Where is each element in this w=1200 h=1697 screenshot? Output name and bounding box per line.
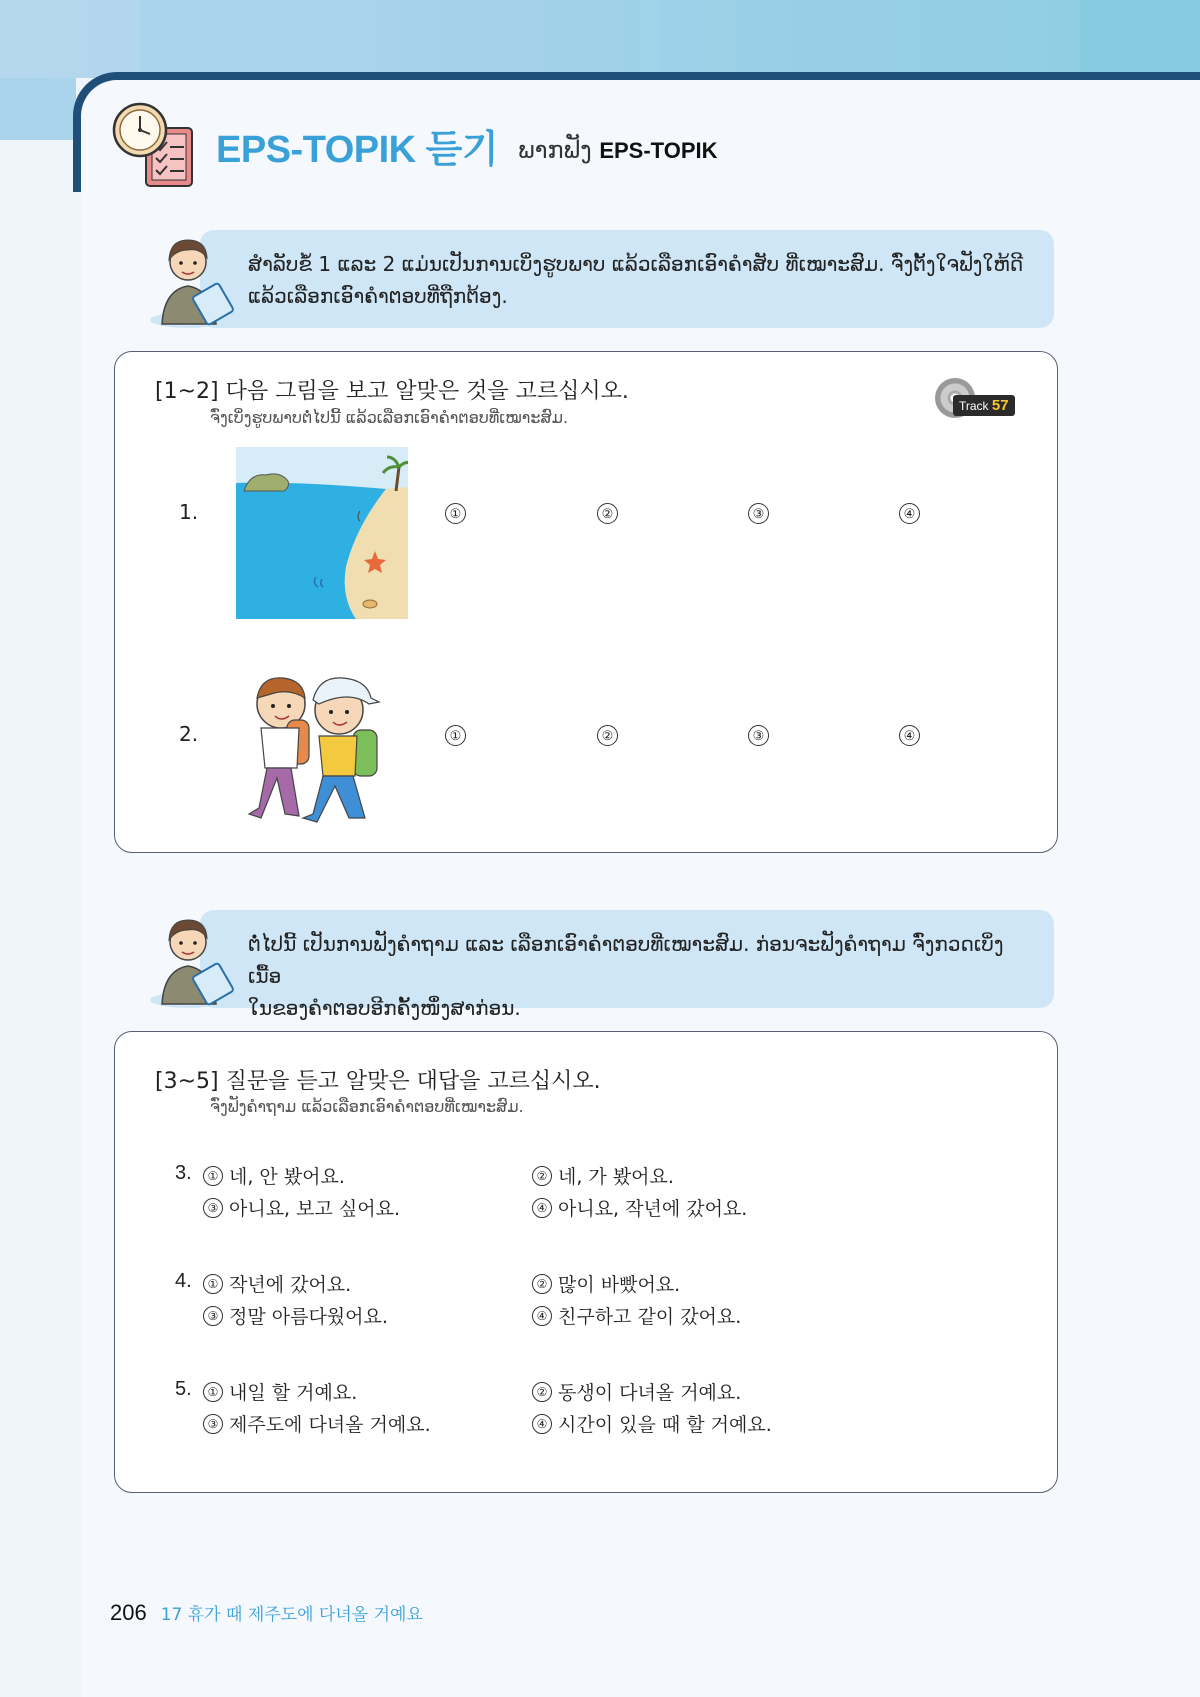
question-number: 3. — [175, 1162, 192, 1184]
section-heading: [3~5] 질문을 듣고 알맞은 대답을 고르십시오. — [155, 1069, 601, 1094]
section-subheading: ຈົ່ງເບິ່ງຮູບພາບຕໍ່ໄປນີ້ ແລ້ວເລືອກເອົາຄຳຕອບທີ່ເໝາະສົມ. — [210, 408, 569, 427]
chapter-title: 17 휴가 때 제주도에 다녀올 거예요 — [160, 1605, 423, 1625]
answer-option[interactable] — [532, 1410, 772, 1437]
answer-option[interactable] — [203, 1378, 357, 1405]
option-text: 제주도에 다녀올 거예요. — [229, 1414, 431, 1436]
option-marker: ② — [532, 1382, 552, 1402]
answer-option[interactable] — [203, 1162, 345, 1189]
option-text: 아니요, 보고 싶어요. — [229, 1198, 400, 1220]
option-marker: ③ — [203, 1414, 223, 1434]
instruction-bubble — [200, 230, 1054, 328]
question-number: 2. — [179, 722, 199, 746]
option-marker: ① — [203, 1382, 223, 1402]
question-number: 5. — [175, 1378, 192, 1400]
question-number: 1. — [179, 500, 199, 524]
page-subtitle — [518, 136, 717, 164]
option-1[interactable]: ① — [445, 503, 466, 524]
option-text: 내일 할 거예요. — [229, 1382, 358, 1404]
option-3[interactable]: ③ — [748, 725, 769, 746]
instruction-line: ແລ້ວເລືອກເອົາຄຳຕອບທີ່ຖືກຕ້ອງ. — [248, 284, 508, 308]
teacher-avatar-icon — [148, 908, 240, 1008]
option-text: 많이 바빴어요. — [558, 1274, 681, 1296]
option-text: 아니요, 작년에 갔어요. — [558, 1198, 748, 1220]
answer-option[interactable] — [203, 1270, 351, 1297]
option-marker: ④ — [532, 1306, 552, 1326]
option-4[interactable]: ④ — [899, 503, 920, 524]
page-number: 206 — [110, 1600, 147, 1625]
instruction-bubble — [200, 910, 1054, 1020]
answer-option[interactable] — [532, 1302, 741, 1329]
option-2[interactable]: ② — [597, 725, 618, 746]
subtitle-lao: ພາກຟັງ — [518, 136, 592, 164]
section-heading: [1~2] 다음 그림을 보고 알맞은 것을 고르십시오. — [155, 379, 629, 404]
option-text: 동생이 다녀올 거예요. — [558, 1382, 742, 1404]
answer-option[interactable] — [532, 1270, 680, 1297]
page-footer — [110, 1600, 423, 1626]
answer-option[interactable] — [532, 1378, 741, 1405]
answer-option[interactable] — [203, 1194, 400, 1221]
left-banner — [0, 78, 76, 140]
instruction-line: ສຳລັບຂໍ້ 1 ແລະ 2 ແມ່ນເປັນການເບິ່ງຮູບພາບ ແລ້ວເລືອກເອົາຄຳສັບ ທີ່ເໝາະສົມ. ຈົ່ງຕັ້ງໃຈຟັງໃຫ້ດີ — [248, 252, 1024, 276]
option-text: 네, 안 봤어요. — [229, 1166, 345, 1188]
option-text: 시간이 있을 때 할 거예요. — [558, 1414, 772, 1436]
answer-option[interactable] — [203, 1302, 388, 1329]
option-4[interactable]: ④ — [899, 725, 920, 746]
option-3[interactable]: ③ — [748, 503, 769, 524]
option-1[interactable]: ① — [445, 725, 466, 746]
option-marker: ① — [203, 1274, 223, 1294]
question-number: 4. — [175, 1270, 192, 1292]
audio-track-badge[interactable] — [923, 376, 1018, 424]
question-box-3-5 — [114, 1031, 1058, 1493]
track-word: Track — [959, 399, 989, 413]
track-label — [953, 395, 1015, 416]
option-marker: ② — [532, 1166, 552, 1186]
option-text: 네, 가 봤어요. — [558, 1166, 674, 1188]
option-text: 친구하고 같이 갔어요. — [558, 1306, 742, 1328]
option-marker: ① — [203, 1166, 223, 1186]
subtitle-eps: EPS-TOPIK — [599, 138, 718, 163]
section-subheading: ຈົ່ງຟັງຄຳຖາມ ແລ້ວເລືອກເອົາຄຳຕອບທີ່ເໝາະສົມ. — [210, 1097, 524, 1116]
option-marker: ③ — [203, 1306, 223, 1326]
question-box-1-2 — [114, 351, 1058, 853]
answer-option[interactable] — [203, 1410, 431, 1437]
option-marker: ④ — [532, 1414, 552, 1434]
answer-option[interactable] — [532, 1194, 747, 1221]
answer-option[interactable] — [532, 1162, 674, 1189]
option-marker: ③ — [203, 1198, 223, 1218]
page-header — [112, 100, 718, 190]
clock-checklist-icon — [112, 100, 198, 190]
hiking-boys-picture — [239, 668, 389, 826]
instruction-line: ໃນຂອງຄຳຕອບອີກຄັ້ງໜຶ່ງສາກ່ອນ. — [248, 996, 521, 1020]
instruction-banner-1 — [148, 230, 1054, 328]
track-number: 57 — [991, 397, 1009, 414]
option-2[interactable]: ② — [597, 503, 618, 524]
option-text: 정말 아름다웠어요. — [229, 1306, 388, 1328]
option-marker: ④ — [532, 1198, 552, 1218]
teacher-avatar-icon — [148, 228, 240, 328]
top-banner — [0, 0, 1200, 78]
page-title: EPS-TOPIK 듣기 — [216, 128, 499, 171]
instruction-banner-2 — [148, 910, 1054, 1020]
option-text: 작년에 갔어요. — [229, 1274, 352, 1296]
instruction-line: ຕໍ່ໄປນີ້ ເປັນການຟັງຄຳຖາມ ແລະ ເລືອກເອົາຄຳຕອບທີ່ເໝາະສົມ. ກ່ອນຈະຟັງຄຳຖາມ ຈົ່ງກວດເບິ່ງເນື້ອ — [248, 932, 1004, 988]
beach-picture — [236, 447, 408, 619]
option-marker: ② — [532, 1274, 552, 1294]
